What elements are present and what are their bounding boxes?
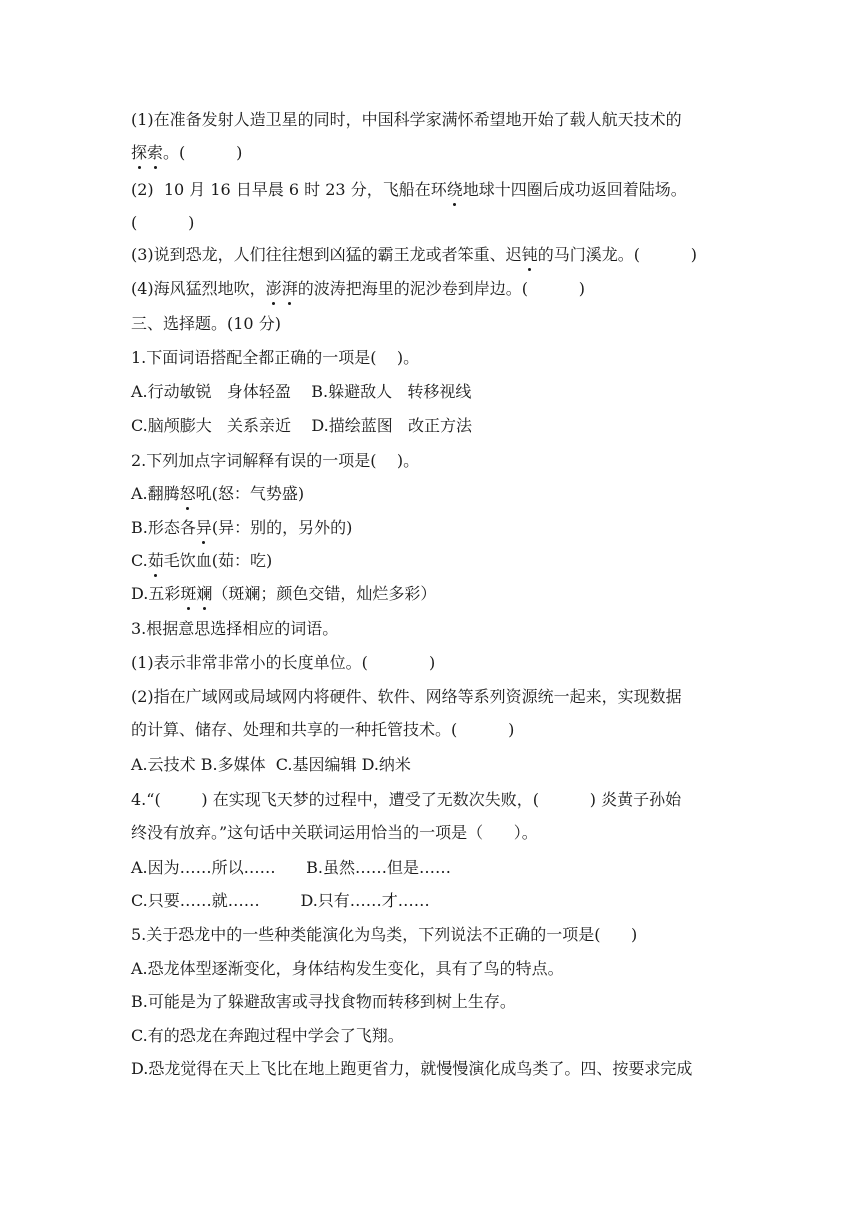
text-line [131, 110, 682, 130]
text-line [131, 245, 697, 265]
text-line [131, 687, 682, 707]
text-line [131, 213, 194, 233]
text-segment: (异：别的，另外的) [211, 518, 353, 537]
text-segment: A.云技术 B.多媒体 C.基因编辑 D.纳米 [131, 755, 411, 774]
emphasized-character: 索 [147, 143, 164, 162]
text-line [131, 755, 411, 775]
emphasized-character: 茹 [147, 551, 164, 570]
text-segment: (3)说到恐龙，人们往往想到凶猛的霸王龙或者笨重、迟 [131, 245, 522, 264]
text-line [131, 416, 472, 436]
text-segment: (2) 10 月 16 日早晨 6 时 23 分，飞船在环 [131, 180, 447, 199]
text-segment: 1.下面词语搭配全都正确的一项是( )。 [131, 348, 420, 367]
text-segment: 三、选择题。(10 分) [131, 314, 281, 333]
text-line [131, 790, 681, 810]
text-segment: (1)表示非常非常小的长度单位。( ) [131, 653, 436, 672]
text-segment: A.翻腾 [131, 484, 180, 503]
text-line [131, 925, 637, 945]
text-line [131, 992, 516, 1012]
text-line [131, 518, 352, 538]
emphasized-character: 钝 [521, 245, 538, 264]
text-segment: D.五彩 [131, 584, 181, 603]
emphasized-character: 怒 [179, 484, 196, 503]
text-line [131, 551, 272, 571]
text-line [131, 279, 585, 299]
text-segment: (1)在准备发射人造卫星的同时，中国科学家满怀希望地开始了载人航天技术的 [131, 110, 682, 129]
text-segment: 。( ) [163, 143, 243, 162]
text-line [131, 180, 687, 200]
emphasized-character: 澎 [265, 279, 282, 298]
text-segment: 5.关于恐龙中的一些种类能演化为鸟类，下列说法不正确的一项是( ) [131, 925, 638, 944]
text-segment: 的波涛把海里的泥沙卷到岸边。( ) [297, 279, 586, 298]
text-line [131, 959, 564, 979]
text-segment: 4.“( ) 在实现飞天梦的过程中，遭受了无数次失败，( ) 炎黄子孙始 [131, 790, 682, 809]
emphasized-character: 绕 [446, 180, 463, 199]
text-line [131, 653, 435, 673]
text-line [131, 619, 338, 639]
text-line [131, 348, 419, 368]
text-segment: (4)海风猛烈地吹， [131, 279, 266, 298]
text-segment: 2.下列加点字词解释有误的一项是( )。 [131, 451, 420, 470]
emphasized-character: 探 [131, 143, 148, 162]
text-segment: A.恐龙体型逐渐变化，身体结构发生变化，具有了鸟的特点。 [131, 959, 564, 978]
text-segment: C. [131, 551, 148, 570]
text-segment: （斑斓；颜色交错，灿烂多彩） [212, 584, 437, 603]
emphasized-character: 斓 [196, 584, 213, 603]
text-segment: B.可能是为了躲避敌害或寻找食物而转移到树上生存。 [131, 992, 516, 1011]
text-segment: 终没有放弃。”这句话中关联词运用恰当的一项是（ ）。 [131, 823, 538, 842]
text-line [131, 314, 281, 334]
text-segment: ( ) [131, 213, 195, 232]
emphasized-character: 异 [195, 518, 212, 537]
text-line [131, 1026, 404, 1046]
text-line [131, 382, 471, 402]
text-segment: (2)指在广域网或局域网内将硬件、软件、网络等系列资源统一起来，实现数据 [131, 687, 682, 706]
text-segment: 的马门溪龙。( ) [537, 245, 698, 264]
emphasized-character: 斑 [180, 584, 197, 603]
text-segment: 地球十四圈后成功返回着陆场。 [462, 180, 687, 199]
text-line [131, 891, 430, 911]
text-line [131, 823, 538, 843]
emphasized-character: 湃 [281, 279, 298, 298]
text-segment: A.因为……所以…… B.虽然……但是…… [131, 858, 452, 877]
text-line [131, 858, 451, 878]
text-segment: 吼(怒：气势盛) [195, 484, 305, 503]
text-segment: 毛饮血(茹：吃) [163, 551, 273, 570]
text-line [131, 143, 242, 163]
text-segment: 3.根据意思选择相应的词语。 [131, 619, 339, 638]
text-segment: D.恐龙觉得在天上飞比在地上跑更省力，就慢慢演化成鸟类了。四、按要求完成 [131, 1059, 693, 1078]
text-segment: 的计算、储存、处理和共享的一种托管技术。( ) [131, 720, 515, 739]
text-line [131, 584, 436, 604]
text-segment: B.形态各 [131, 518, 196, 537]
text-segment: A.行动敏锐 身体轻盈 B.躲避敌人 转移视线 [131, 382, 472, 401]
text-line [131, 720, 514, 740]
text-line [131, 484, 304, 504]
text-segment: C.有的恐龙在奔跑过程中学会了飞翔。 [131, 1026, 404, 1045]
text-line [131, 451, 419, 471]
text-segment: C.脑颅膨大 关系亲近 D.描绘蓝图 改正方法 [131, 416, 472, 435]
text-line [131, 1059, 692, 1079]
text-segment: C.只要……就…… D.只有……才…… [131, 891, 430, 910]
